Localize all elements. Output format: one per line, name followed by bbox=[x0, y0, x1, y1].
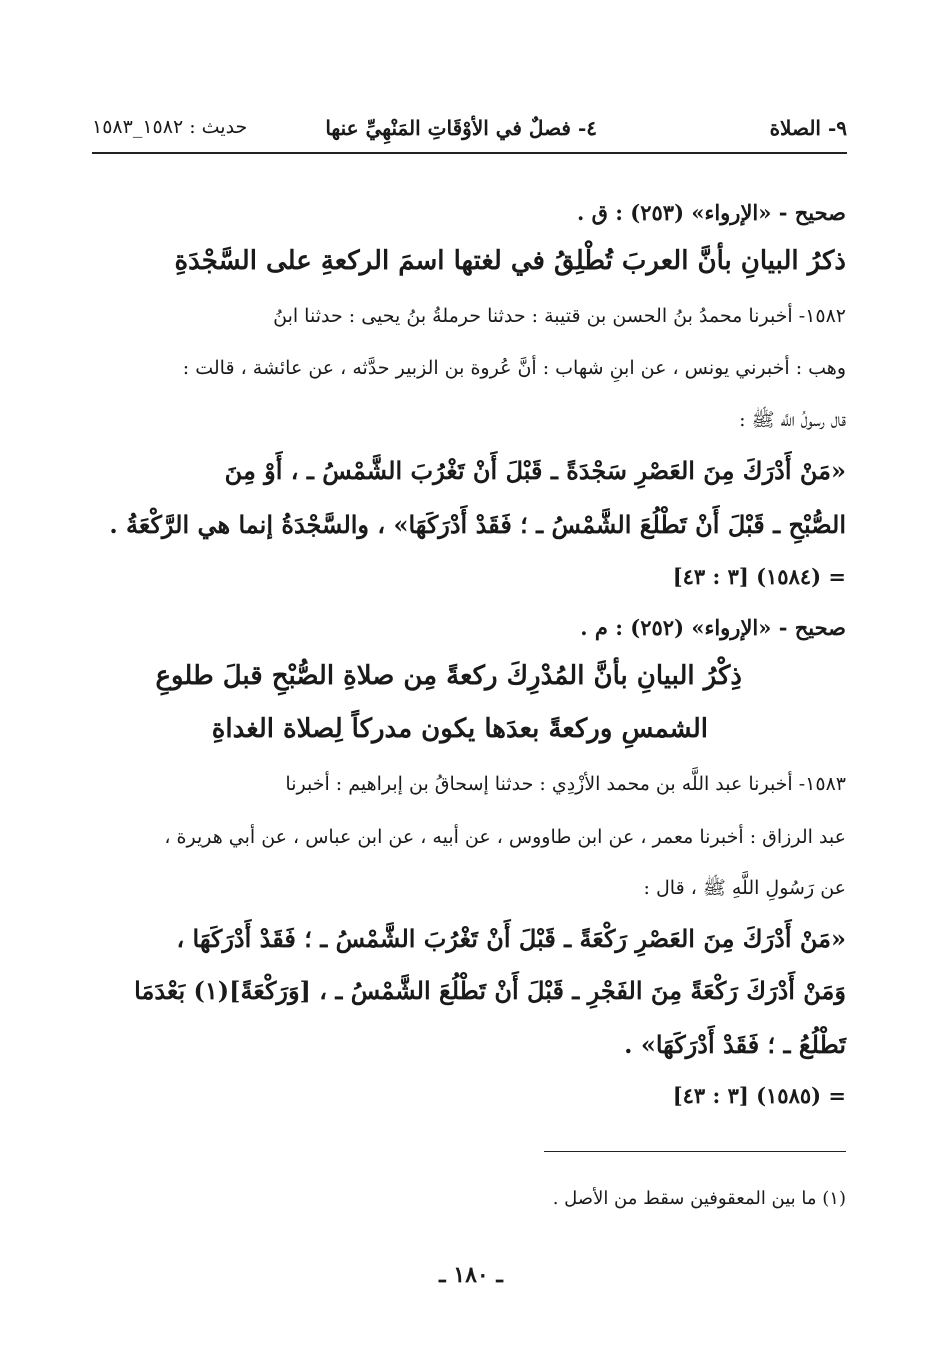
page-number: ـ ١٨٠ ـ bbox=[439, 1262, 503, 1288]
hadith-1582-isnad-line-1: ١٥٨٢- أخبرنا محمدُ بنُ الحسن بن قتيبة : حدثنا حرملةُ بنُ يحيى : حدثنا ابنُ bbox=[273, 305, 846, 327]
chapter-title: ٩- الصلاة bbox=[769, 116, 847, 140]
grade-note-1: صحيح - «الإرواء» (٢٥٣) : ق . bbox=[577, 200, 846, 225]
hadith-1582-matn-line-2: الصُّبْحِ ـ قَبْلَ أَنْ تَطْلُعَ الشَّمْسُ ـ ؛ فَقَدْ أَدْرَكَهَا» ، والسَّجْدَةُ إنما هي الرَّكْعَةُ . bbox=[109, 510, 846, 539]
cross-reference-2: = (١٥٨٥) [٣ : ٤٣] bbox=[672, 1083, 846, 1108]
hadith-1583-isnad-line-1: ١٥٨٣- أخبرنا عبد اللَّه بن محمد الأزْدِي : حدثنا إسحاقُ بن إبراهيم : أخبرنا bbox=[285, 773, 846, 795]
hadith-1583-isnad-line-3: عن رَسُولِ اللَّهِ ﷺ ، قال : bbox=[643, 877, 846, 899]
hadith-1582-isnad-line-2: وهب : أخبرني يونس ، عن ابنِ شهاب : أنَّ عُروة بن الزبير حدَّثه ، عن عائشة ، قالت : bbox=[182, 357, 846, 379]
hadith-1582-matn-line-1: «مَنْ أَدْرَكَ مِنَ العَصْرِ سَجْدَةً ـ قَبْلَ أَنْ تَغْرُبَ الشَّمْسُ ـ ، أَوْ مِنَ bbox=[224, 456, 846, 485]
grade-note-2: صحيح - «الإرواء» (٢٥٢) : م . bbox=[580, 615, 846, 640]
running-header bbox=[92, 112, 847, 154]
hadith-1582-isnad-line-3: قال رسولُ اللَّه ﷺ : bbox=[739, 409, 846, 431]
chapter-heading-2-line-1: ذِكْرُ البيانِ بأنَّ المُدْرِكَ ركعةً مِن صلاةِ الصُّبْحِ قبلَ طلوعِ bbox=[155, 661, 742, 691]
hadith-range: حديث : ١٥٨٢_١٥٨٣ bbox=[92, 116, 248, 138]
hadith-1583-matn-line-1: «مَنْ أَدْرَكَ مِنَ العَصْرِ رَكْعَةً ـ قَبْلَ أَنْ تَغْرُبَ الشَّمْسُ ـ ؛ فَقَدْ أَدْرَكَهَا ، bbox=[176, 924, 846, 953]
hadith-1583-matn-line-2: وَمَنْ أَدْرَكَ رَكْعَةً مِنَ الفَجْرِ ـ قَبْلَ أَنْ تَطْلُعَ الشَّمْسُ ـ ، [وَرَكْعَةً](١) بَعْدَمَا bbox=[134, 976, 846, 1005]
hadith-1583-isnad-line-2: عبد الرزاق : أخبرنا معمر ، عن ابن طاووس ، عن أبيه ، عن ابن عباس ، عن أبي هريرة ، bbox=[164, 826, 846, 848]
chapter-heading-2-line-2: الشمسِ وركعةً بعدَها يكون مدركاً لِصلاة الغداةِ bbox=[211, 714, 708, 744]
chapter-heading-1: ذكرُ البيانِ بأنَّ العربَ تُطْلِقُ في لغتها اسمَ الركعةِ على السَّجْدَةِ bbox=[174, 246, 846, 276]
hadith-1583-matn-line-3: تَطْلُعُ ـ ؛ فَقَدْ أَدْرَكَهَا» . bbox=[624, 1030, 846, 1059]
footnote-separator bbox=[544, 1151, 846, 1152]
footnote: (١) ما بين المعقوفين سقط من الأصل . bbox=[552, 1188, 846, 1209]
cross-reference-1: = (١٥٨٤) [٣ : ٤٣] bbox=[672, 564, 846, 589]
section-title: ٤- فصلٌ في الأوْقَاتِ المَنْهِيِّ عنها bbox=[325, 116, 597, 140]
